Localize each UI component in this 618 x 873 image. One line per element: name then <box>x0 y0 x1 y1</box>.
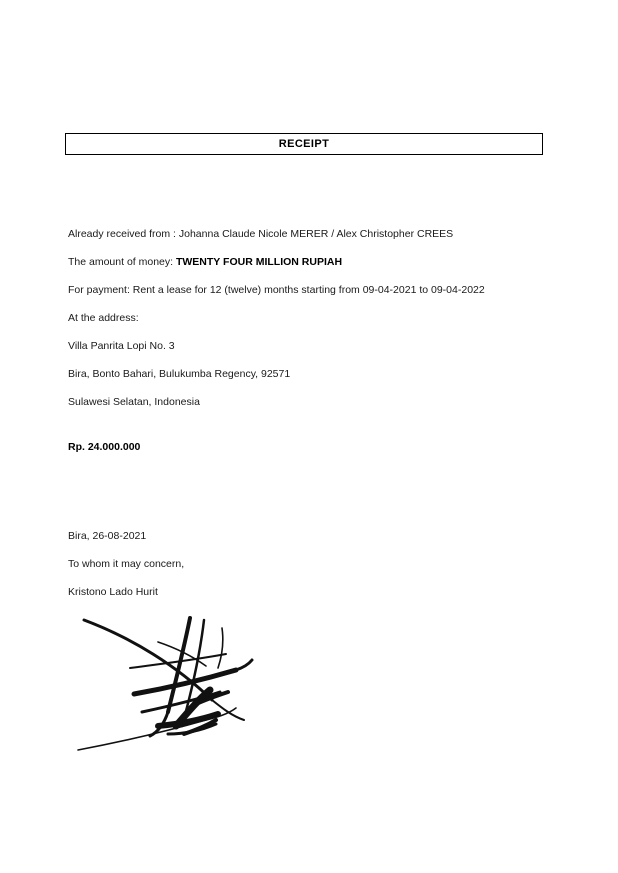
signer-name-line: Kristono Lado Hurit <box>68 586 158 598</box>
address-line-2-text: Bira, Bonto Bahari, Bulukumba Regency, 92571 <box>68 368 291 380</box>
amount-words-prefix: The amount of money: <box>68 256 176 268</box>
amount-words-line <box>68 256 548 269</box>
address-label-line <box>68 312 548 325</box>
salutation-line: To whom it may concern, <box>68 558 185 570</box>
address-line-3 <box>68 396 548 409</box>
address-line-2 <box>68 368 548 381</box>
place-date-line: Bira, 26-08-2021 <box>68 530 147 542</box>
received-from-line <box>68 228 548 241</box>
receipt-body <box>68 228 548 468</box>
received-from-text: Already received from : Johanna Claude Nicole MERER / Alex Christopher CREES <box>68 228 454 240</box>
payment-purpose-text: For payment: Rent a lease for 12 (twelve) months starting from 09-04-2021 to 09-04-2022 <box>68 284 485 296</box>
address-line-3-text: Sulawesi Selatan, Indonesia <box>68 396 200 408</box>
amount-numeric: Rp. 24.000.000 <box>68 441 141 453</box>
address-label-text: At the address: <box>68 312 139 324</box>
receipt-title-box <box>65 133 543 155</box>
handwritten-signature <box>72 608 302 768</box>
address-line-1 <box>68 340 548 353</box>
amount-words-value: TWENTY FOUR MILLION RUPIAH <box>175 256 343 268</box>
body-spacer <box>68 424 548 441</box>
payment-purpose-line <box>68 284 548 297</box>
address-line-1-text: Villa Panrita Lopi No. 3 <box>68 340 175 352</box>
signature-block <box>68 530 548 614</box>
page-title: RECEIPT <box>278 138 330 150</box>
